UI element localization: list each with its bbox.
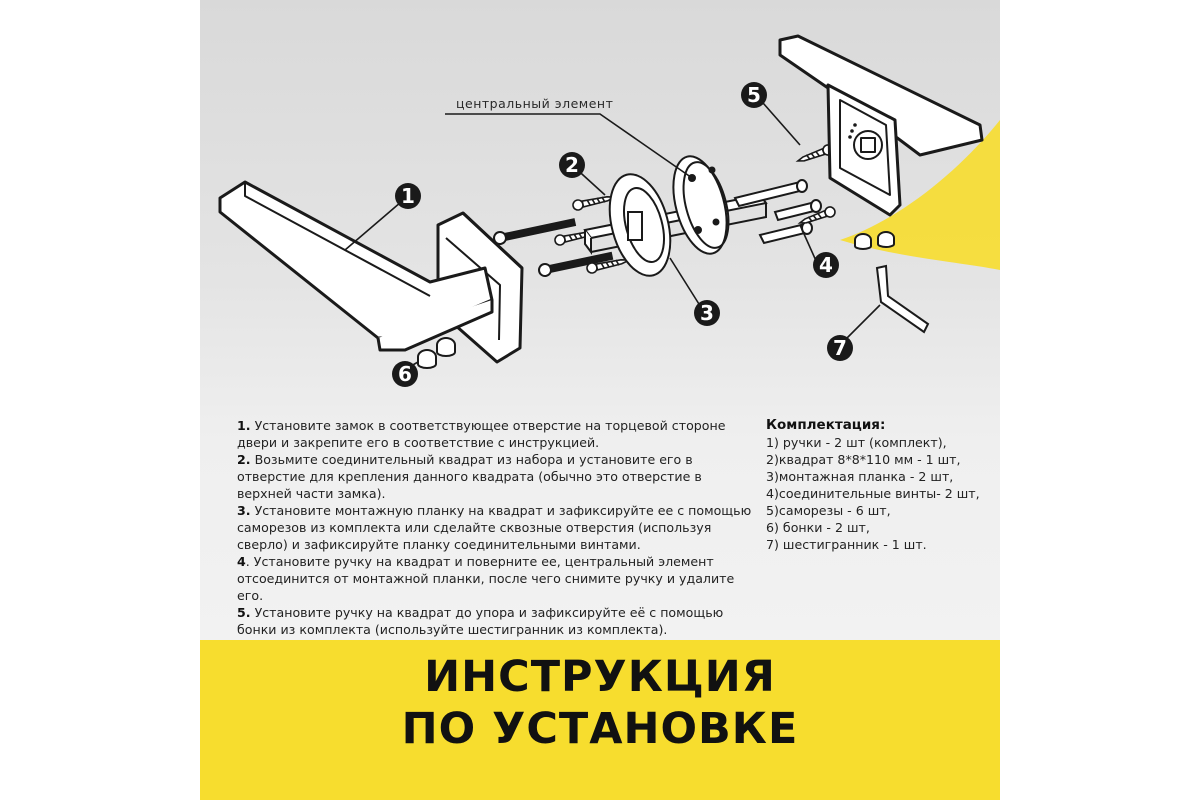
kit-title: Комплектация: — [766, 417, 886, 433]
step-5 — [237, 604, 757, 638]
step-2-text: Возьмите соединительный квадрат из набора и установите его в отверстие для крепления данного квадрата (обычно это отверстие в верхней части замка). — [237, 452, 702, 501]
callout-1-number: 1 — [401, 184, 415, 208]
callout-4-number: 4 — [819, 253, 833, 277]
callout-1 — [395, 183, 421, 209]
exploded-assembly-diagram — [200, 0, 1000, 410]
kit-item-self-tapping-screws: 5)саморезы - 6 шт, — [766, 503, 891, 518]
kit-contents — [766, 417, 996, 553]
callout-7 — [827, 335, 853, 361]
step-5-text: Установите ручку на квадрат до упора и зафиксируйте её с помощью бонки из комплекта (используйте шестигранник из комплекта). — [237, 605, 724, 637]
callout-6-number: 6 — [398, 362, 412, 386]
left-handle — [220, 182, 522, 362]
kit-item-hex-key: 7) шестигранник - 1 шт. — [766, 537, 927, 552]
callout-2 — [559, 152, 585, 178]
connecting-screws-right — [735, 180, 821, 243]
kit-list — [766, 434, 996, 553]
step-3-number: 3. — [237, 503, 251, 518]
kit-item-mounting-plate: 3)монтажная планка - 2 шт, — [766, 469, 954, 484]
banner-line-2: ПО УСТАНОВКЕ — [401, 704, 799, 754]
step-2-number: 2. — [237, 452, 251, 467]
step-4-number: 4 — [237, 554, 246, 569]
title-banner — [200, 640, 1000, 800]
step-3 — [237, 502, 757, 553]
step-1 — [237, 417, 757, 451]
step-1-number: 1. — [237, 418, 251, 433]
callout-7-number: 7 — [833, 336, 847, 360]
callout-2-number: 2 — [565, 153, 579, 177]
callout-3 — [694, 300, 720, 326]
step-4-text: . Установите ручку на квадрат и поверните ее, центральный элемент отсоединится от монтажной планки, после чего снимите ручку и удалите его. — [237, 554, 735, 603]
step-5-number: 5. — [237, 605, 251, 620]
callout-3-number: 3 — [700, 301, 714, 325]
central-element-label: центральный элемент — [456, 96, 614, 111]
step-2 — [237, 451, 757, 502]
callout-6 — [392, 361, 418, 387]
kit-item-bonks: 6) бонки - 2 шт, — [766, 520, 870, 535]
callout-5 — [741, 82, 767, 108]
kit-item-connecting-screws: 4)соединительные винты- 2 шт, — [766, 486, 980, 501]
step-4 — [237, 553, 757, 604]
step-1-text: Установите замок в соответствующее отверстие на торцевой стороне двери и закрепите его в соответствие с инструкцией. — [237, 418, 726, 450]
kit-item-spindle: 2)квадрат 8*8*110 мм - 1 шт, — [766, 452, 961, 467]
callout-4 — [813, 252, 839, 278]
step-3-text: Установите монтажную планку на квадрат и зафиксируйте ее с помощью саморезов из комплекта или сделайте сквозные отверстия (используя сверло) и зафиксируйте планку соединительными винтами. — [237, 503, 752, 552]
kit-item-handles: 1) ручки - 2 шт (комплект), — [766, 435, 947, 450]
instruction-sheet — [200, 0, 1000, 800]
banner-line-1: ИНСТРУКЦИЯ — [424, 652, 776, 702]
hex-key — [877, 266, 928, 332]
callout-5-number: 5 — [747, 83, 761, 107]
installation-steps — [237, 417, 757, 638]
